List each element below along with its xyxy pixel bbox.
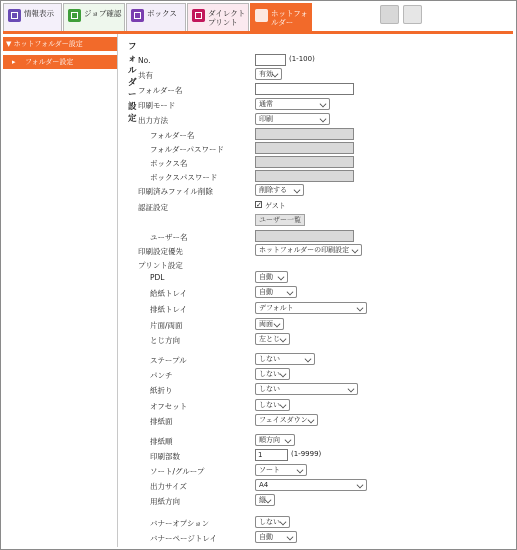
row-auth bbox=[128, 200, 508, 213]
chevron-down-icon bbox=[357, 482, 364, 489]
share-select[interactable] bbox=[255, 68, 282, 80]
box-icon bbox=[131, 9, 144, 22]
chevron-down-icon bbox=[320, 116, 327, 123]
binding-select[interactable] bbox=[255, 333, 290, 345]
fold-label: 紙折り bbox=[150, 386, 173, 395]
help-icon[interactable] bbox=[403, 5, 422, 24]
out-box-name-input[interactable] bbox=[255, 156, 354, 168]
chevron-down-icon bbox=[294, 187, 301, 194]
binding-value: 左とじ bbox=[259, 335, 280, 343]
row-out-folder-pw bbox=[128, 142, 508, 155]
chevron-down-icon bbox=[357, 305, 364, 312]
print-mode-value: 通常 bbox=[259, 100, 273, 108]
row-banner-tray bbox=[128, 531, 508, 544]
face-label: 排紙面 bbox=[150, 417, 173, 426]
face-select[interactable] bbox=[255, 414, 318, 426]
triangle-down-icon: ▼ bbox=[6, 40, 12, 48]
print-mode-label: 印刷モード bbox=[138, 101, 176, 110]
no-input[interactable] bbox=[255, 54, 286, 66]
row-print-settings bbox=[128, 258, 508, 271]
row-share bbox=[128, 68, 508, 81]
header-tools bbox=[380, 5, 422, 24]
copies-label: 印刷部数 bbox=[150, 452, 180, 461]
chevron-down-icon bbox=[280, 336, 287, 343]
row-user-list bbox=[128, 214, 508, 227]
triangle-right-icon: ▸ bbox=[12, 58, 16, 66]
sidebar-item-hot-folder-settings[interactable] bbox=[3, 37, 117, 51]
orientation-select[interactable] bbox=[255, 494, 275, 506]
output-tray-label: 排紙トレイ bbox=[150, 305, 188, 314]
row-no bbox=[128, 54, 508, 67]
punch-label: パンチ bbox=[150, 371, 173, 380]
print-priority-value: ホットフォルダーの印刷設定 bbox=[259, 246, 350, 254]
tab-job-check[interactable] bbox=[63, 3, 125, 31]
orientation-value: 縦 bbox=[259, 496, 266, 504]
output-size-select[interactable] bbox=[255, 479, 367, 491]
chevron-down-icon bbox=[305, 356, 312, 363]
row-face bbox=[128, 414, 508, 427]
row-print-priority bbox=[128, 244, 508, 257]
chevron-down-icon bbox=[280, 519, 287, 526]
row-fold bbox=[128, 383, 508, 396]
sort-select[interactable] bbox=[255, 464, 307, 476]
row-binding bbox=[128, 333, 508, 346]
order-select[interactable] bbox=[255, 434, 295, 446]
chevron-down-icon bbox=[308, 417, 315, 424]
chevron-down-icon bbox=[297, 467, 304, 474]
paper-tray-select[interactable] bbox=[255, 286, 297, 298]
output-method-label: 出力方法 bbox=[138, 116, 168, 125]
job-icon bbox=[68, 9, 81, 22]
staple-select[interactable] bbox=[255, 353, 315, 365]
face-value: フェイスダウン bbox=[259, 416, 308, 424]
banner-option-label: バナーオプション bbox=[150, 519, 210, 528]
tab-job-label: ジョブ確認 bbox=[84, 9, 122, 18]
tab-box-label: ボックス bbox=[147, 9, 177, 18]
out-folder-pw-label: フォルダーパスワード bbox=[150, 145, 224, 154]
paper-tray-value: 自動 bbox=[259, 288, 273, 296]
staple-value: しない bbox=[259, 355, 280, 363]
tab-hot-folder-label: ホットフォルダー bbox=[271, 9, 308, 27]
row-paper-tray bbox=[128, 286, 508, 299]
chevron-down-icon bbox=[274, 321, 281, 328]
row-duplex bbox=[128, 318, 508, 331]
print-priority-label: 印刷設定優先 bbox=[138, 247, 183, 256]
order-label: 排紙順 bbox=[150, 437, 173, 446]
row-output-method bbox=[128, 113, 508, 126]
out-box-pw-input[interactable] bbox=[255, 170, 354, 182]
share-value: 有効 bbox=[259, 70, 273, 78]
row-pdl bbox=[128, 271, 508, 284]
output-size-value: A4 bbox=[259, 481, 269, 489]
sidebar-item-folder-settings[interactable] bbox=[3, 55, 117, 69]
banner-option-select[interactable] bbox=[255, 516, 290, 528]
out-folder-name-input[interactable] bbox=[255, 128, 354, 140]
row-user-name bbox=[128, 230, 508, 243]
pdl-value: 自動 bbox=[259, 273, 273, 281]
row-output-tray bbox=[128, 302, 508, 315]
tab-direct-print[interactable] bbox=[187, 3, 249, 31]
order-value: 順方向 bbox=[259, 436, 280, 444]
row-print-mode bbox=[128, 98, 508, 111]
tab-hot-folder[interactable] bbox=[250, 3, 312, 31]
chevron-down-icon bbox=[348, 386, 355, 393]
sidebar bbox=[3, 34, 118, 547]
direct-print-icon bbox=[192, 9, 205, 22]
fold-select[interactable] bbox=[255, 383, 358, 395]
folder-name-label: フォルダー名 bbox=[138, 86, 183, 95]
banner-tray-value: 自動 bbox=[259, 533, 273, 541]
tab-info-label: 情報表示 bbox=[24, 9, 54, 18]
offset-label: オフセット bbox=[150, 402, 188, 411]
duplex-value: 両面 bbox=[259, 320, 273, 328]
punch-value: しない bbox=[259, 370, 280, 378]
pdl-label: PDL bbox=[150, 273, 165, 282]
sidebar-item-label: フォルダー設定 bbox=[25, 58, 74, 66]
tab-info[interactable] bbox=[3, 3, 62, 31]
banner-tray-select[interactable] bbox=[255, 531, 297, 543]
tab-direct-print-label: ダイレクトプリント bbox=[208, 9, 246, 27]
sidebar-item-label: ホットフォルダー設定 bbox=[13, 40, 83, 48]
row-order bbox=[128, 434, 508, 447]
row-punch bbox=[128, 368, 508, 381]
output-method-select[interactable] bbox=[255, 113, 330, 125]
guest-label: ゲスト bbox=[265, 202, 286, 210]
refresh-icon[interactable] bbox=[380, 5, 399, 24]
punch-select[interactable] bbox=[255, 368, 290, 380]
copies-input[interactable]: 1 bbox=[255, 449, 288, 461]
delete-printed-label: 印刷済みファイル削除 bbox=[138, 187, 213, 196]
banner-option-value: しない bbox=[259, 518, 280, 526]
row-out-box-pw bbox=[128, 170, 508, 183]
output-method-value: 印刷 bbox=[259, 115, 273, 123]
row-output-size bbox=[128, 479, 508, 492]
chevron-down-icon bbox=[320, 101, 327, 108]
chevron-down-icon bbox=[280, 402, 287, 409]
row-delete-printed bbox=[128, 184, 508, 197]
offset-select[interactable] bbox=[255, 399, 290, 411]
sort-value: ソート bbox=[259, 466, 280, 474]
row-out-folder-name bbox=[128, 128, 508, 141]
chevron-down-icon bbox=[285, 437, 292, 444]
copies-hint: (1-9999) bbox=[291, 450, 322, 458]
offset-value: しない bbox=[259, 401, 280, 409]
duplex-label: 片面/両面 bbox=[150, 321, 183, 330]
no-label: No. bbox=[138, 56, 151, 65]
chevron-down-icon bbox=[280, 371, 287, 378]
row-banner-option bbox=[128, 516, 508, 529]
guest-checkbox[interactable]: ✓ bbox=[256, 201, 262, 209]
user-name-input[interactable] bbox=[255, 230, 354, 242]
row-folder-name bbox=[128, 83, 508, 96]
user-name-label: ユーザー名 bbox=[150, 233, 188, 242]
duplex-select[interactable] bbox=[255, 318, 284, 330]
out-box-name-label: ボックス名 bbox=[150, 159, 188, 168]
auth-label: 認証設定 bbox=[138, 203, 168, 212]
row-sort bbox=[128, 464, 508, 477]
tab-box[interactable] bbox=[126, 3, 186, 31]
paper-tray-label: 給紙トレイ bbox=[150, 289, 188, 298]
out-box-pw-label: ボックスパスワード bbox=[150, 173, 218, 182]
output-size-label: 出力サイズ bbox=[150, 482, 187, 491]
output-tray-select[interactable] bbox=[255, 302, 367, 314]
banner-tray-label: バナーページトレイ bbox=[150, 534, 217, 543]
row-staple bbox=[128, 353, 508, 366]
row-out-box-name bbox=[128, 156, 508, 169]
binding-label: とじ方向 bbox=[150, 336, 180, 345]
delete-printed-value: 削除する bbox=[259, 186, 287, 194]
chevron-down-icon bbox=[287, 534, 294, 541]
row-copies bbox=[128, 449, 508, 462]
output-tray-value: デフォルト bbox=[259, 304, 294, 312]
print-priority-select[interactable] bbox=[255, 244, 362, 256]
delete-printed-select[interactable] bbox=[255, 184, 304, 196]
info-icon bbox=[8, 9, 21, 22]
out-folder-name-label: フォルダー名 bbox=[150, 131, 195, 140]
page-title: フォルダー設定 bbox=[128, 42, 137, 124]
no-hint: (1-100) bbox=[289, 55, 315, 63]
chevron-down-icon bbox=[287, 289, 294, 296]
sort-label: ソート/グループ bbox=[150, 467, 205, 476]
fold-value: しない bbox=[259, 385, 280, 393]
row-offset bbox=[128, 399, 508, 412]
staple-label: ステープル bbox=[150, 356, 187, 365]
folder-name-input[interactable] bbox=[255, 83, 354, 95]
orientation-label: 用紙方向 bbox=[150, 497, 180, 506]
chevron-down-icon bbox=[278, 274, 285, 281]
row-orientation bbox=[128, 494, 508, 507]
hot-folder-icon bbox=[255, 9, 268, 22]
print-settings-label: プリント設定 bbox=[138, 261, 183, 270]
share-label: 共有 bbox=[138, 71, 153, 80]
print-mode-select[interactable] bbox=[255, 98, 330, 110]
out-folder-pw-input[interactable] bbox=[255, 142, 354, 154]
pdl-select[interactable] bbox=[255, 271, 288, 283]
user-list-button[interactable]: ユーザー一覧 bbox=[255, 214, 305, 226]
chevron-down-icon bbox=[352, 247, 359, 254]
